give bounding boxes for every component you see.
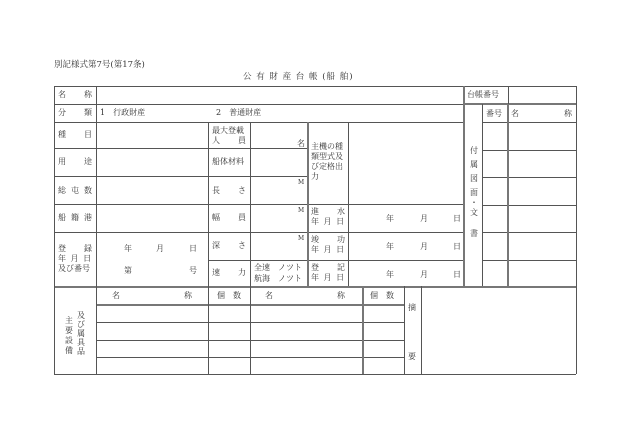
attachments-name-header: 名 称	[511, 109, 572, 118]
classification-option-administrative[interactable]: 1 行政財産	[100, 108, 146, 117]
speed-label: 速 力	[212, 268, 246, 277]
equipment-count-header-1: 個 数	[217, 291, 241, 300]
equipment-count-header-2: 個 数	[370, 291, 394, 300]
speed-full: 全速 ノツト	[254, 263, 302, 272]
registration-year: 年	[124, 244, 132, 253]
width-unit: M	[298, 207, 305, 214]
equipment-name-header-2: 名 称	[265, 291, 345, 300]
register-month: 月	[420, 270, 428, 279]
launch-month: 月	[420, 214, 428, 223]
completion-day: 日	[453, 242, 461, 251]
register-day: 日	[453, 270, 461, 279]
registration-day: 日	[189, 244, 197, 253]
classification-label: 分 類	[58, 108, 92, 117]
remarks-label-2: 要	[408, 352, 416, 361]
form-number: 別記様式第7号(第17条)	[54, 60, 145, 70]
registration-month: 月	[156, 244, 164, 253]
name-field[interactable]	[97, 87, 463, 104]
completion-year: 年	[386, 242, 394, 251]
remarks-label-1: 摘	[408, 303, 416, 312]
remarks-field[interactable]	[422, 287, 575, 373]
attachments-number-header: 番号	[486, 109, 502, 118]
ledger-number-field[interactable]	[509, 87, 575, 103]
launch-year: 年	[386, 214, 394, 223]
registration-no-prefix: 第	[124, 266, 132, 275]
capacity-label: 最大登載 人 員	[212, 126, 246, 145]
type-label: 種 目	[58, 130, 92, 139]
name-label: 名 称	[58, 90, 92, 99]
attachments-vertical-label: 付 属 図 面 ・ 文 書	[470, 146, 478, 238]
length-label: 長 さ	[212, 186, 246, 195]
use-field[interactable]	[97, 149, 207, 175]
tonnage-label: 総 屯 数	[58, 186, 92, 195]
engine-field[interactable]	[349, 123, 462, 203]
speed-cruise: 航海 ノツト	[254, 274, 302, 283]
type-field[interactable]	[97, 123, 207, 147]
completion-month: 月	[420, 242, 428, 251]
length-unit: M	[298, 179, 305, 186]
completion-date-label: 竣 功 年 月 日	[311, 235, 346, 254]
launch-date-label: 進 水 年 月 日	[311, 207, 346, 226]
depth-label: 深 さ	[212, 241, 246, 250]
register-year: 年	[386, 270, 394, 279]
engine-label: 主機の種 類型式及 び定格出 力	[311, 142, 343, 181]
use-label: 用 途	[58, 157, 92, 166]
capacity-unit: 名	[297, 139, 305, 148]
equipment-name-header-1: 名 称	[112, 291, 192, 300]
form-title: 公 有 財 産 台 帳 (船 舶)	[243, 72, 354, 82]
depth-unit: M	[298, 235, 305, 242]
hull-material-label: 船体材料	[212, 157, 244, 166]
equipment-side-label-accessories: 及 び 属 具 品	[77, 311, 85, 356]
port-field[interactable]	[97, 205, 207, 231]
classification-option-general[interactable]: 2 普通財産	[216, 108, 262, 117]
equipment-side-label-main: 主 要 設 備	[65, 316, 73, 355]
tonnage-field[interactable]	[97, 177, 207, 203]
width-label: 幅 員	[212, 213, 246, 222]
launch-day: 日	[453, 214, 461, 223]
register-date-label: 登 記 年 月 日	[311, 263, 346, 282]
port-label: 船 籍 港	[58, 213, 92, 222]
registration-label: 登 録 年 月 日 及び番号	[58, 244, 93, 273]
ledger-number-label: 台帳番号	[467, 90, 499, 99]
registration-no-suffix: 号	[189, 266, 197, 275]
